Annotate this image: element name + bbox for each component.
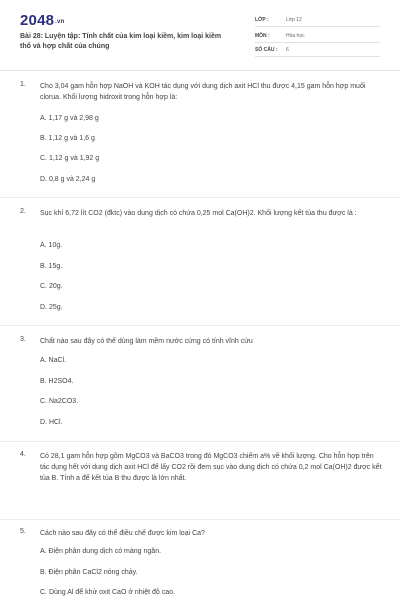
question-number: 4. — [20, 451, 26, 458]
answer-option[interactable]: B. 1,12 g và 1,6 g — [40, 135, 95, 142]
answer-option[interactable]: B. 15g. — [40, 263, 63, 270]
lesson-title: Bài 28: Luyện tập: Tính chất của kim loại kiềm, kim loại kiềm thổ và hợp chất của chúng — [20, 33, 222, 50]
answer-option[interactable]: D. 0,8 g và 2,24 g — [40, 176, 96, 183]
meta-row-class — [255, 15, 380, 27]
answer-option[interactable]: A. 10g. — [40, 242, 63, 249]
question-text: Chất nào sau đây có thể dùng làm mềm nước cứng có tính vĩnh cửu — [40, 338, 253, 345]
answer-option[interactable]: A. Điện phân dung dịch có màng ngăn. — [40, 548, 162, 555]
question-divider — [0, 325, 400, 326]
question-text: Cho 3,04 gam hỗn hợp NaOH và KOH tác dụng với dung dịch axit HCl thu được 4,15 gam hỗn hợp muối clorua. Khối lượng hidroxit trong hỗn hợp là: — [40, 83, 366, 101]
header-divider — [0, 70, 400, 71]
logo-text: 2048 — [20, 12, 55, 29]
meta-key: SỐ CÂU : — [255, 47, 278, 53]
meta-row-subject — [255, 31, 380, 43]
meta-key: LỚP : — [255, 17, 269, 23]
answer-option[interactable]: C. Dùng Al để khử oxit CaO ở nhiệt độ cao. — [40, 589, 175, 596]
question-text: Sục khí 6,72 lít CO2 (đktc) vào dung dịch có chứa 0,25 mol Ca(OH)2. Khối lượng kết tủa thu được là : — [40, 210, 357, 217]
answer-option[interactable]: C. Na2CO3. — [40, 398, 79, 405]
logo-tld: .vn — [55, 19, 65, 25]
question-divider — [0, 519, 400, 520]
meta-value: Lớp 12 — [286, 17, 302, 23]
question-divider — [0, 197, 400, 198]
answer-option[interactable]: D. 25g. — [40, 304, 63, 311]
answer-option[interactable]: B. H2SO4. — [40, 378, 74, 385]
answer-option[interactable]: D. HCl. — [40, 419, 63, 426]
meta-value: 6 — [286, 47, 289, 53]
question-text: Có 28,1 gam hỗn hợp gồm MgCO3 và BaCO3 trong đó MgCO3 chiếm a% về khối lượng. Cho hỗn hợp trên tác dụng hết với dung dịch axit HCl để lấy CO2 rồi đem sục vào dung dịch có chứa 0,2 mol Ca(OH)2 được kết tủa B. Tính a để kết tủa B thu được là lớn nhất. — [40, 453, 382, 482]
meta-value: Hóa học — [286, 33, 305, 39]
answer-option[interactable]: A. 1,17 g và 2,98 g — [40, 115, 99, 122]
question-text: Cách nào sau đây có thể điều chế được kim loại Ca? — [40, 530, 205, 537]
site-logo[interactable] — [20, 12, 64, 29]
question-number: 1. — [20, 81, 26, 88]
question-number: 3. — [20, 336, 26, 343]
answer-option[interactable]: C. 20g. — [40, 283, 63, 290]
answer-option[interactable]: B. Điện phân CaCl2 nóng chảy. — [40, 569, 138, 576]
meta-key: MÔN : — [255, 33, 270, 39]
answer-option[interactable]: C. 1,12 g và 1,92 g — [40, 155, 100, 162]
answer-option[interactable]: A. NaCl. — [40, 357, 67, 364]
question-number: 2. — [20, 208, 26, 215]
question-divider — [0, 441, 400, 442]
question-number: 5. — [20, 528, 26, 535]
meta-row-question-count — [255, 45, 380, 57]
document-header — [0, 0, 400, 64]
